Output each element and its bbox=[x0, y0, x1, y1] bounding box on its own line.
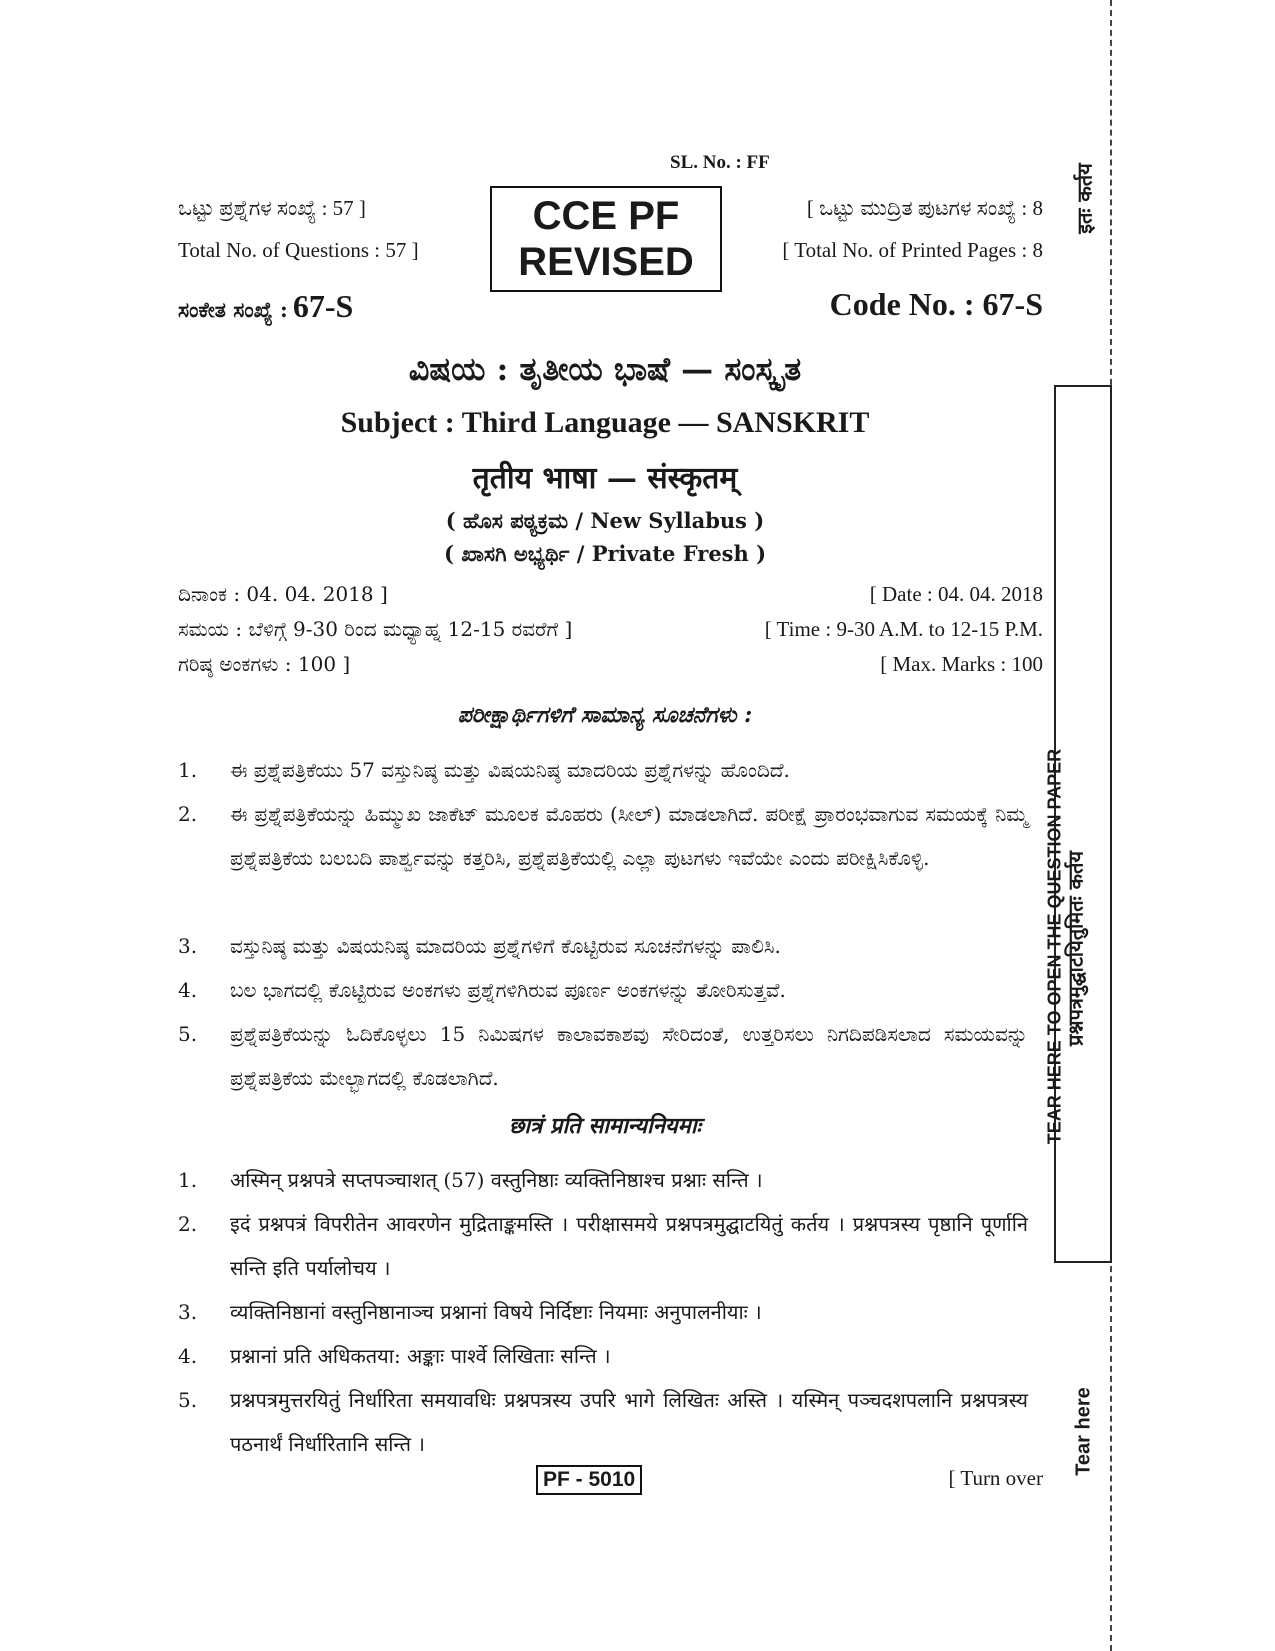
subject-sanskrit: तृतीय भाषा — संस्कृतम् bbox=[472, 461, 738, 496]
max-marks-english: [ Max. Marks : 100 bbox=[880, 652, 1043, 676]
instruction-number: 1. bbox=[178, 1168, 198, 1192]
max-marks-kannada: ಗರಿಷ್ಠ ಅಂಕಗಳು : 100 ] bbox=[178, 652, 351, 676]
instruction-text: व्यक्तिनिष्ठानां वस्तुनिष्ठानाञ्च प्रश्नानां विषये निर्दिष्टाः नियमाः अनुपालनीयाः । bbox=[230, 1300, 762, 1324]
printed-pages-kannada: [ ಒಟ್ಟು ಮುದ್ರಿತ ಪುಟಗಳ ಸಂಖ್ಯೆ : 8 bbox=[806, 196, 1043, 220]
instruction-text: ಬಲ ಭಾಗದಲ್ಲಿ ಕೊಟ್ಟಿರುವ ಅಂಕಗಳು ಪ್ರಶ್ನೆಗಳಿಗಿರುವ ಪೂರ್ಣ ಅಂಕಗಳನ್ನು ತೋರಿಸುತ್ತವೆ. bbox=[230, 978, 786, 1002]
instruction-number: 4. bbox=[178, 1344, 198, 1368]
code-kn-label: ಸಂಕೇತ ಸಂಖ್ಯೆ : bbox=[178, 297, 288, 322]
instruction-text: प्रश्नपत्रमुत्तरयितुं निर्धारिता समयावधिः प्रश्नपत्रस्य उपरि भागे लिखितः अस्ति । यस्मिन् पञ्चदशपलानि प्रश्नपत्रस्य पठनार्थं निर्धारितानि सन्ति । bbox=[230, 1388, 1028, 1456]
code-number-kannada bbox=[178, 288, 353, 325]
tear-main-sanskrit: प्रश्नपत्रमुद्घाटयितुमितः कर्तय bbox=[1063, 850, 1088, 1047]
instruction-text: ಈ ಪ್ರಶ್ನೆಪತ್ರಿಕೆಯು 57 ವಸ್ತುನಿಷ್ಠ ಮತ್ತು ವಿಷಯನಿಷ್ಠ ಮಾದರಿಯ ಪ್ರಶ್ನೆಗಳನ್ನು ಹೊಂದಿದೆ. bbox=[230, 758, 790, 782]
paper-code-box: PF - 5010 bbox=[536, 1465, 642, 1495]
kannada-instructions-heading: ಪರೀಕ್ಷಾರ್ಥಿಗಳಿಗೆ ಸಾಮಾನ್ಯ ಸೂಚನೆಗಳು : bbox=[457, 702, 753, 728]
box-line-1: CCE PF bbox=[532, 194, 680, 238]
date-kannada: ದಿನಾಂಕ : 04. 04. 2018 ] bbox=[178, 582, 388, 606]
tear-main-english: TEAR HERE TO OPEN THE QUESTION PAPER bbox=[1044, 748, 1065, 1145]
code-number-english: Code No. : 67-S bbox=[829, 286, 1043, 322]
instruction-number: 4. bbox=[178, 978, 198, 1002]
candidate-type: ( ಖಾಸಗಿ ಅಭ್ಯರ್ಥಿ / Private Fresh ) bbox=[443, 541, 767, 566]
cce-pf-revised-box bbox=[490, 186, 722, 292]
instruction-text: ಪ್ರಶ್ನೆಪತ್ರಿಕೆಯನ್ನು ಓದಿಕೊಳ್ಳಲು 15 ನಿಮಿಷಗಳ ಕಾಲಾವಕಾಶವು ಸೇರಿದಂತೆ, ಉತ್ತರಿಸಲು ನಿಗದಿಪಡಿಸಲಾದ ಸಮಯವನ್ನು ಪ್ರಶ್ನೆಪತ್ರಿಕೆಯ ಮೇಲ್ಭಾಗದಲ್ಲಿ ಕೊಡಲಾಗಿದೆ. bbox=[230, 1022, 1028, 1090]
code-kn-value: 67-S bbox=[292, 288, 354, 324]
sanskrit-instructions-heading: छात्रं प्रति सामान्यनियमाः bbox=[509, 1113, 701, 1139]
kannada-instruction-2 bbox=[178, 792, 1028, 880]
instruction-text: अस्मिन् प्रश्नपत्रे सप्तपञ्चाशत् (57) वस्तुनिष्ठाः व्यक्तिनिष्ठाश्च प्रश्नाः सन्ति । bbox=[230, 1168, 763, 1192]
printed-pages-english: [ Total No. of Printed Pages : 8 bbox=[782, 238, 1043, 262]
syllabus-type: ( ಹೊಸ ಪಠ್ಯಕ್ರಮ / New Syllabus ) bbox=[445, 508, 765, 533]
instruction-number: 3. bbox=[178, 1300, 198, 1324]
kannada-instruction-4 bbox=[178, 968, 1028, 1012]
subject-kannada: ವಿಷಯ : ತೃತೀಯ ಭಾಷೆ — ಸಂಸ್ಕೃತ bbox=[408, 350, 802, 388]
instruction-number: 5. bbox=[178, 1388, 198, 1412]
box-line-2: REVISED bbox=[518, 240, 694, 284]
total-questions-english: Total No. of Questions : 57 ] bbox=[178, 238, 419, 262]
kannada-instruction-5 bbox=[178, 1012, 1028, 1100]
instruction-number: 1. bbox=[178, 758, 198, 782]
total-questions-kannada: ಒಟ್ಟು ಪ್ರಶ್ನೆಗಳ ಸಂಖ್ಯೆ : 57 ] bbox=[178, 196, 366, 220]
instruction-number: 2. bbox=[178, 802, 198, 826]
instruction-text: प्रश्नानां प्रति अधिकतया: अङ्काः पार्श्वे लिखिताः सन्ति । bbox=[230, 1344, 611, 1368]
sanskrit-instruction-1 bbox=[178, 1158, 1028, 1202]
subject-english: Subject : Third Language — SANSKRIT bbox=[340, 406, 870, 439]
serial-number: SL. No. : FF bbox=[670, 152, 770, 173]
instruction-text: ವಸ್ತುನಿಷ್ಠ ಮತ್ತು ವಿಷಯನಿಷ್ಠ ಮಾದರಿಯ ಪ್ರಶ್ನೆಗಳಿಗೆ ಕೊಟ್ಟಿರುವ ಸೂಚನೆಗಳನ್ನು ಪಾಲಿಸಿ. bbox=[230, 934, 781, 958]
tear-bottom-label: Tear here bbox=[1072, 1387, 1095, 1476]
time-english: [ Time : 9-30 A.M. to 12-15 P.M. bbox=[764, 617, 1043, 641]
date-english: [ Date : 04. 04. 2018 bbox=[869, 582, 1043, 606]
instruction-text: ಈ ಪ್ರಶ್ನೆಪತ್ರಿಕೆಯನ್ನು ಹಿಮ್ಮುಖ ಜಾಕೆಟ್ ಮೂಲಕ ಮೊಹರು (ಸೀಲ್) ಮಾಡಲಾಗಿದೆ. ಪರೀಕ್ಷೆ ಪ್ರಾರಂಭವಾಗುವ ಸಮಯಕ್ಕೆ ನಿಮ್ಮ ಪ್ರಶ್ನೆಪತ್ರಿಕೆಯ ಬಲಬದಿ ಪಾರ್ಶ್ವವನ್ನು ಕತ್ತರಿಸಿ, ಪ್ರಶ್ನೆಪತ್ರಿಕೆಯಲ್ಲಿ ಎಲ್ಲಾ ಪುಟಗಳು ಇವೆಯೇ ಎಂದು ಪರೀಕ್ಷಿಸಿಕೊಳ್ಳಿ. bbox=[230, 802, 1028, 870]
sanskrit-instruction-4 bbox=[178, 1334, 1028, 1378]
instruction-number: 2. bbox=[178, 1212, 198, 1236]
instruction-text: इदं प्रश्नपत्रं विपरीतेन आवरणेन मुद्रिताङ्कमस्ति । परीक्षासमये प्रश्नपत्रमुद्घाटयितुं कर्तय । प्रश्नपत्रस्य पृष्ठानि पूर्णानि सन्ति इति पर्यालोचय । bbox=[230, 1212, 1028, 1280]
instruction-number: 3. bbox=[178, 934, 198, 958]
tear-top-label: इतः कर्तय bbox=[1072, 163, 1097, 234]
sanskrit-instruction-5 bbox=[178, 1378, 1028, 1466]
time-kannada: ಸಮಯ : ಬೆಳಿಗ್ಗೆ 9-30 ರಿಂದ ಮಧ್ಯಾಹ್ನ 12-15 ರವರೆಗೆ ] bbox=[178, 617, 573, 641]
turn-over-label: [ Turn over bbox=[948, 1466, 1043, 1490]
kannada-instruction-1 bbox=[178, 748, 1028, 792]
sanskrit-instruction-3 bbox=[178, 1290, 1028, 1334]
instruction-number: 5. bbox=[178, 1022, 198, 1046]
sanskrit-instruction-2 bbox=[178, 1202, 1028, 1290]
kannada-instruction-3 bbox=[178, 924, 1028, 968]
